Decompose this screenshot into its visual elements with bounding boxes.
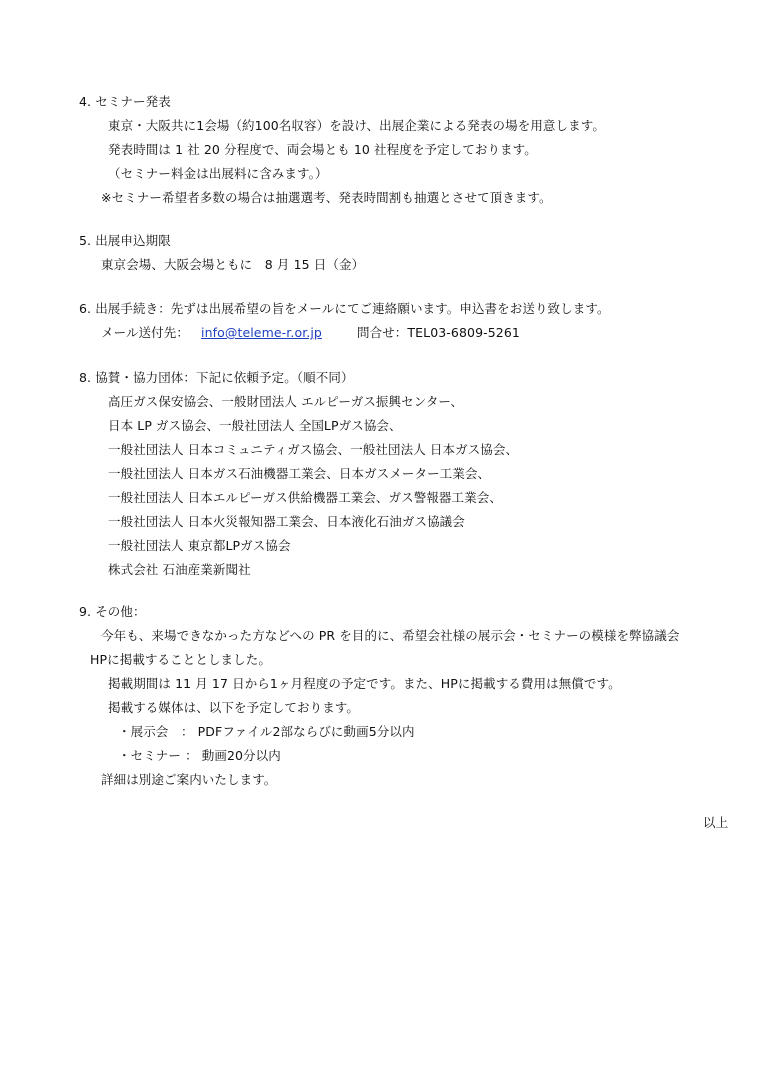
email-link[interactable]: info@teleme-r.or.jp: [201, 325, 322, 340]
other-line-7: 詳細は別途ご案内いたします。: [101, 772, 277, 787]
seminar-line-2: 発表時間は 1 社 20 分程度で、両会場とも 10 社程度を予定しております。: [108, 142, 537, 157]
other-line-1: 今年も、来場できなかった方などへの PR を目的に、希望会社様の展示会・セミナーの模様を弊協議会: [101, 628, 680, 643]
sponsor-line-2: 日本 LP ガス協会、一般社団法人 全国LPガス協会、: [108, 418, 402, 433]
closing-text: 以上: [703, 815, 729, 830]
seminar-line-3: （セミナー料金は出展料に含みます。）: [108, 166, 328, 181]
other-line-6: ・セミナー ： 動画20分以内: [118, 748, 281, 763]
sponsor-line-5: 一般社団法人 日本エルピーガス供給機器工業会、ガス警報器工業会、: [108, 490, 502, 505]
sponsor-line-7: 一般社団法人 東京都LPガス協会: [108, 538, 291, 553]
section-6-heading: 6. 出展手続き：先ずは出展希望の旨をメールにてご連絡願います。申込書をお送り致します。: [79, 301, 610, 316]
deadline-line: 東京会場、大阪会場ともに 8 月 15 日（金）: [101, 257, 365, 272]
sponsor-line-8: 株式会社 石油産業新聞社: [108, 562, 251, 577]
section-5-heading: 5. 出展申込期限: [79, 233, 171, 248]
section-4-heading: 4. セミナー発表: [79, 94, 171, 109]
other-line-2: HPに掲載することとしました。: [90, 652, 271, 667]
seminar-line-1: 東京・大阪共に1会場（約100名収容）を設け、出展企業による発表の場を用意します。: [108, 118, 605, 133]
sponsor-line-1: 高圧ガス保安協会、一般財団法人 エルピーガス振興センター、: [108, 394, 464, 409]
sponsor-line-6: 一般社団法人 日本火災報知器工業会、日本液化石油ガス協議会: [108, 514, 465, 529]
section-8-heading: 8. 協賛・協力団体：下記に依頼予定。（順不同）: [79, 370, 354, 385]
sponsor-line-3: 一般社団法人 日本コミュニティガス協会、一般社団法人 日本ガス協会、: [108, 442, 519, 457]
other-line-4: 掲載する媒体は、以下を予定しております。: [108, 700, 360, 715]
other-line-5: ・展示会 ： PDFファイル2部ならびに動画5分以内: [118, 724, 415, 739]
mail-label: メール送付先：: [101, 325, 189, 340]
seminar-line-4: ※セミナー希望者多数の場合は抽選選考、発表時間割も抽選とさせて頂きます。: [101, 190, 552, 205]
contact-phone: 問合せ：TEL03-6809-5261: [357, 325, 520, 340]
section-9-heading: 9. その他：: [79, 604, 146, 619]
other-line-3: 掲載期間は 11 月 17 日から1ヶ月程度の予定です。また、HPに掲載する費用は無償です。: [108, 676, 621, 691]
sponsor-line-4: 一般社団法人 日本ガス石油機器工業会、日本ガスメーター工業会、: [108, 466, 491, 481]
